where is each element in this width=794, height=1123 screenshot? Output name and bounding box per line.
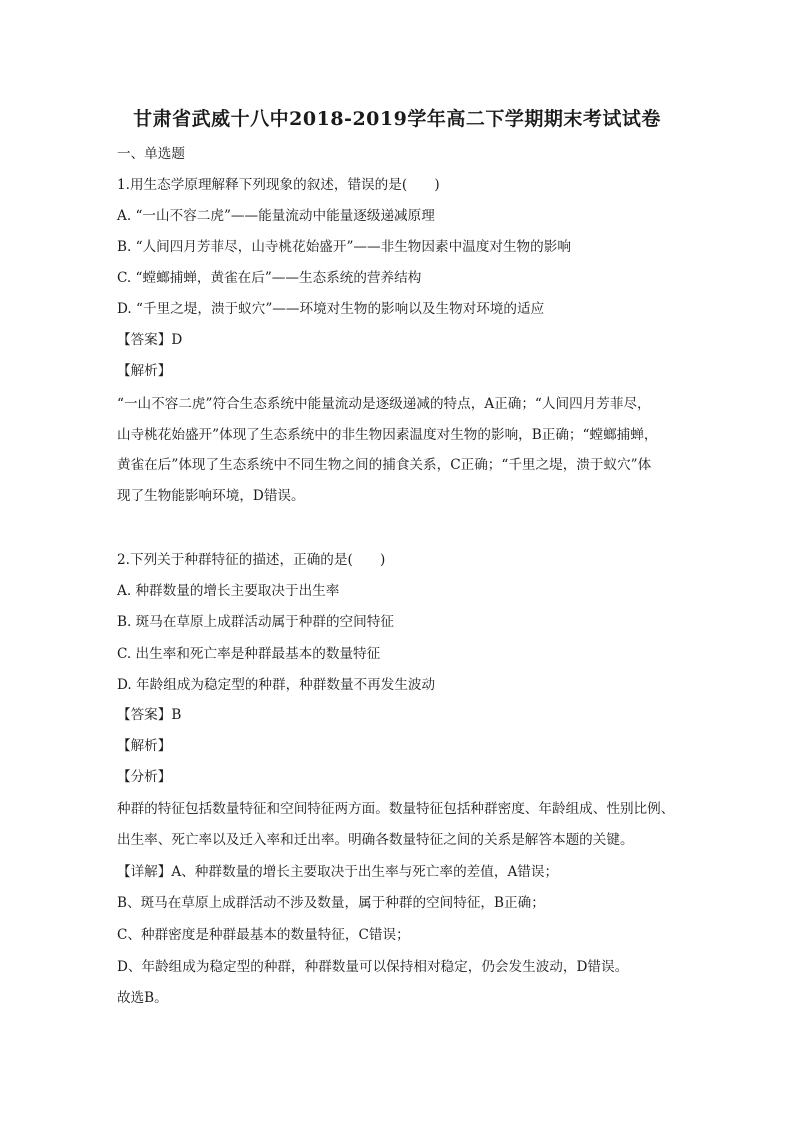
q2-detail-line: 【详解】A、种群数量的增长主要取决于出生率与死亡率的差值，A错误； (117, 864, 559, 880)
section-heading: 一、单选题 (117, 146, 185, 162)
q1-answer: 【答案】D (117, 332, 183, 348)
q1-analysis-line: 山寺桃花始盛开”体现了生态系统中的非生物因素温度对生物的影响，B正确；“螳螂捕蝉， (117, 427, 658, 443)
q1-analysis-line: 黄雀在后”体现了生态系统中不同生物之间的捕食关系，C正确；“千里之堤，溃于蚁穴”体 (117, 457, 652, 473)
page-title: 甘肃省武威十八中2018-2019学年高二下学期期末考试试卷 (133, 108, 661, 130)
q2-detail-line: C、种群密度是种群最基本的数量特征，C错误； (117, 927, 410, 943)
q1-analysis-line: 现了生物能影响环境，D错误。 (117, 488, 305, 504)
q2-option-b: B. 斑马在草原上成群活动属于种群的空间特征 (117, 614, 394, 630)
q2-detail-line: 故选B。 (117, 990, 168, 1006)
q1-analysis-line: “一山不容二虎”符合生态系统中能量流动是逐级递减的特点，A正确；“人间四月芳菲尽， (117, 396, 651, 412)
q2-fenxi-line: 出生率、死亡率以及迁入率和迁出率。明确各数量特征之间的关系是解答本题的关键。 (117, 832, 634, 848)
q2-fenxi-line: 种群的特征包括数量特征和空间特征两方面。数量特征包括种群密度、年龄组成、性别比例、 (117, 801, 675, 817)
q1-stem: 1.用生态学原理解释下列现象的叙述，错误的是( ) (117, 177, 440, 193)
q1-analysis-label: 【解析】 (117, 363, 172, 379)
q1-option-d: D. “千里之堤，溃于蚁穴”——环境对生物的影响以及生物对环境的适应 (117, 301, 545, 317)
q1-option-b: B. “人间四月芳菲尽，山寺桃花始盛开”——非生物因素中温度对生物的影响 (117, 239, 571, 255)
q2-analysis-label: 【解析】 (117, 738, 172, 754)
q2-answer: 【答案】B (117, 707, 182, 723)
q2-stem: 2.下列关于种群特征的描述，正确的是( ) (117, 552, 386, 568)
q2-fenxi-label: 【分析】 (117, 769, 172, 785)
q2-option-a: A. 种群数量的增长主要取决于出生率 (117, 583, 340, 599)
q2-option-d: D. 年龄组成为稳定型的种群，种群数量不再发生波动 (117, 677, 436, 693)
q2-detail-line: D、年龄组成为稳定型的种群，种群数量可以保持相对稳定，仍会发生波动，D错误。 (117, 959, 629, 975)
q2-detail-line: B、斑马在草原上成群活动不涉及数量，属于种群的空间特征，B正确； (117, 895, 545, 911)
q1-option-c: C. “螳螂捕蝉，黄雀在后”——生态系统的营养结构 (117, 270, 422, 286)
q1-option-a: A. “一山不容二虎”——能量流动中能量逐级递减原理 (117, 208, 435, 224)
q2-option-c: C. 出生率和死亡率是种群最基本的数量特征 (117, 646, 381, 662)
